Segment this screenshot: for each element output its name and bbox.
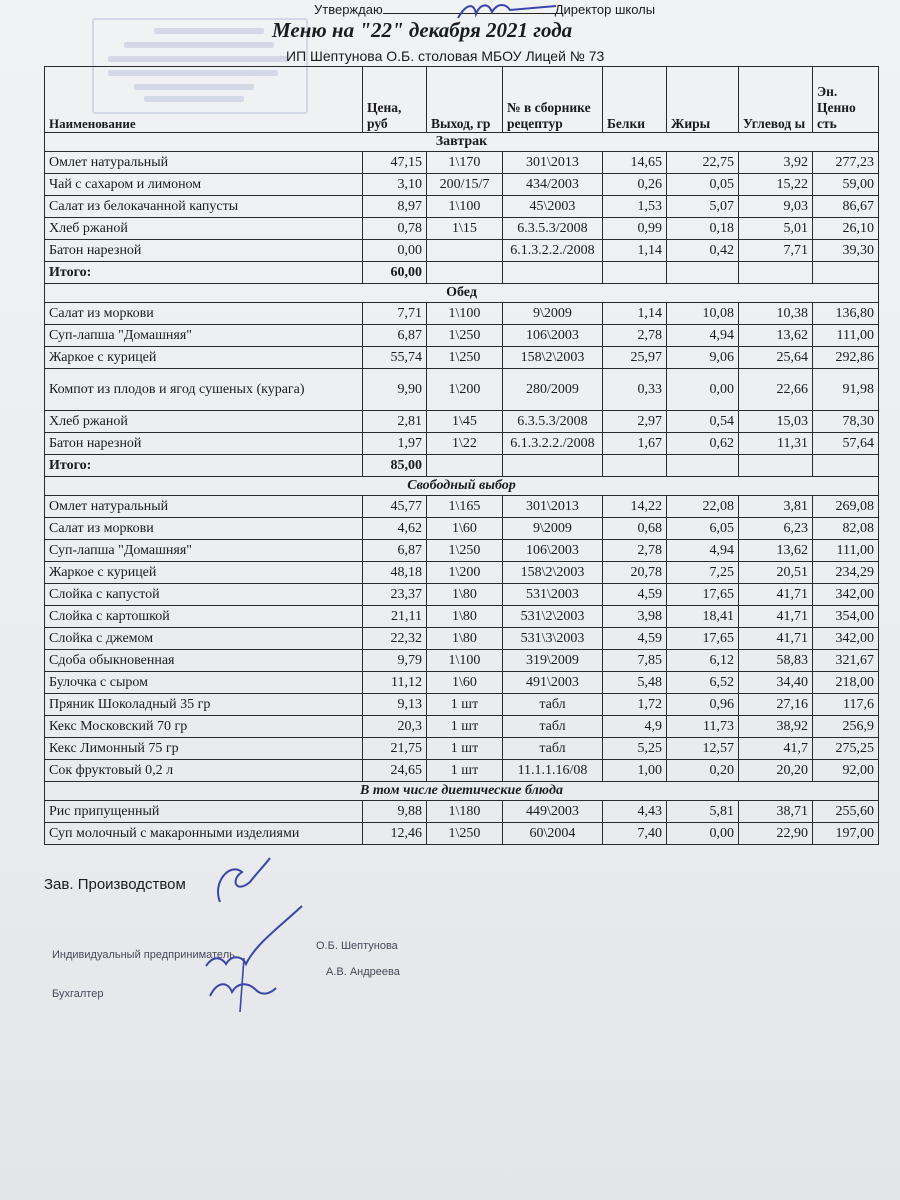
cell-name: Рис припущенный (45, 801, 363, 823)
cell-fat: 0,00 (667, 369, 739, 411)
cell-name: Батон нарезной (45, 433, 363, 455)
cell-energy: 57,64 (813, 433, 879, 455)
cell-carbs: 13,62 (739, 325, 813, 347)
cell-recipe: 9\2009 (503, 303, 603, 325)
cell-yield: 1\80 (427, 628, 503, 650)
cell-fat: 18,41 (667, 606, 739, 628)
cell-yield: 1\200 (427, 369, 503, 411)
section-header-row (45, 782, 879, 801)
section-title: В том числе диетические блюда (45, 782, 879, 801)
entrepreneur-label: Индивидуальный предприниматель (52, 949, 235, 961)
cell-recipe: табл (503, 716, 603, 738)
table-row (45, 716, 879, 738)
cell-name: Салат из моркови (45, 518, 363, 540)
cell-name: Сдоба обыкновенная (45, 650, 363, 672)
cell-recipe: 449\2003 (503, 801, 603, 823)
cell-price: 6,87 (363, 540, 427, 562)
cell-recipe: 531\3\2003 (503, 628, 603, 650)
cell-recipe: табл (503, 694, 603, 716)
cell-carbs: 20,20 (739, 760, 813, 782)
approval-line (314, 2, 655, 17)
cell-yield: 1\180 (427, 801, 503, 823)
cell-yield: 1\165 (427, 496, 503, 518)
total-label: Итого: (45, 455, 363, 477)
cell-carbs: 38,92 (739, 716, 813, 738)
cell-carbs: 58,83 (739, 650, 813, 672)
total-label: Итого: (45, 262, 363, 284)
cell-price: 45,77 (363, 496, 427, 518)
cell-price: 24,65 (363, 760, 427, 782)
cell-energy: 256,9 (813, 716, 879, 738)
cell-recipe: 434/2003 (503, 174, 603, 196)
cell-energy: 321,67 (813, 650, 879, 672)
cell-price: 21,75 (363, 738, 427, 760)
cell-protein: 0,68 (603, 518, 667, 540)
cell-price: 6,87 (363, 325, 427, 347)
cell-energy: 275,25 (813, 738, 879, 760)
cell-carbs: 11,31 (739, 433, 813, 455)
cell-name: Хлеб ржаной (45, 218, 363, 240)
cell-fat: 0,18 (667, 218, 739, 240)
production-head-label: Зав. Производством (44, 876, 186, 893)
cell-protein: 4,43 (603, 801, 667, 823)
cell-price: 9,79 (363, 650, 427, 672)
cell-protein: 25,97 (603, 347, 667, 369)
table-row (45, 174, 879, 196)
table-row (45, 823, 879, 845)
cell-recipe: 106\2003 (503, 325, 603, 347)
cell-name: Слойка с картошкой (45, 606, 363, 628)
cell-price: 8,97 (363, 196, 427, 218)
cell-price: 9,13 (363, 694, 427, 716)
cell-energy: 117,6 (813, 694, 879, 716)
cell-protein: 4,59 (603, 628, 667, 650)
cell-protein: 0,26 (603, 174, 667, 196)
col-header-yield: Выход, гр (427, 67, 503, 133)
cell-price: 47,15 (363, 152, 427, 174)
col-header-energy: Эн. Ценно сть (813, 67, 879, 133)
entrepreneur-name: О.Б. Шептунова (316, 940, 398, 952)
empty-cell (603, 262, 667, 284)
table-row (45, 411, 879, 433)
cell-fat: 17,65 (667, 584, 739, 606)
cell-fat: 22,75 (667, 152, 739, 174)
cell-yield: 1\250 (427, 823, 503, 845)
cell-carbs: 15,22 (739, 174, 813, 196)
table-row (45, 628, 879, 650)
cell-recipe: 9\2009 (503, 518, 603, 540)
cell-recipe: 6.3.5.3/2008 (503, 411, 603, 433)
cell-yield: 1\60 (427, 518, 503, 540)
cell-energy: 91,98 (813, 369, 879, 411)
cell-yield: 1\15 (427, 218, 503, 240)
cell-price: 55,74 (363, 347, 427, 369)
cell-fat: 9,06 (667, 347, 739, 369)
empty-cell (813, 262, 879, 284)
cell-price: 48,18 (363, 562, 427, 584)
cell-protein: 1,14 (603, 303, 667, 325)
cell-recipe: 106\2003 (503, 540, 603, 562)
cell-fat: 0,20 (667, 760, 739, 782)
cell-yield: 1\22 (427, 433, 503, 455)
table-row (45, 760, 879, 782)
cell-yield: 1\200 (427, 562, 503, 584)
col-header-carbs: Углевод ы (739, 67, 813, 133)
table-row (45, 369, 879, 411)
cell-price: 2,81 (363, 411, 427, 433)
col-header-price: Цена, руб (363, 67, 427, 133)
cell-name: Омлет натуральный (45, 496, 363, 518)
cell-carbs: 41,7 (739, 738, 813, 760)
menu-table (44, 66, 879, 845)
cell-recipe: 301\2013 (503, 496, 603, 518)
cell-name: Салат из моркови (45, 303, 363, 325)
cell-protein: 4,9 (603, 716, 667, 738)
cell-price: 20,3 (363, 716, 427, 738)
cell-energy: 218,00 (813, 672, 879, 694)
cell-recipe: 158\2\2003 (503, 347, 603, 369)
cell-energy: 26,10 (813, 218, 879, 240)
cell-energy: 277,23 (813, 152, 879, 174)
cell-yield: 1\250 (427, 540, 503, 562)
cell-protein: 5,48 (603, 672, 667, 694)
empty-cell (667, 455, 739, 477)
cell-energy: 82,08 (813, 518, 879, 540)
cell-fat: 12,57 (667, 738, 739, 760)
cell-name: Батон нарезной (45, 240, 363, 262)
section-header-row (45, 284, 879, 303)
cell-fat: 0,54 (667, 411, 739, 433)
table-row (45, 540, 879, 562)
cell-fat: 6,52 (667, 672, 739, 694)
total-row (45, 262, 879, 284)
cell-yield: 1\250 (427, 325, 503, 347)
cell-yield: 1\100 (427, 303, 503, 325)
cell-price: 21,11 (363, 606, 427, 628)
cell-yield: 1 шт (427, 694, 503, 716)
cell-protein: 14,65 (603, 152, 667, 174)
cell-protein: 1,67 (603, 433, 667, 455)
table-row (45, 347, 879, 369)
cell-recipe: 319\2009 (503, 650, 603, 672)
empty-cell (739, 455, 813, 477)
col-header-fat: Жиры (667, 67, 739, 133)
empty-cell (667, 262, 739, 284)
total-value: 60,00 (363, 262, 427, 284)
left-edge-fragment (0, 0, 14, 560)
cell-fat: 7,25 (667, 562, 739, 584)
table-row (45, 584, 879, 606)
table-row (45, 606, 879, 628)
col-header-protein: Белки (603, 67, 667, 133)
cell-recipe: 11.1.1.16/08 (503, 760, 603, 782)
cell-fat: 0,62 (667, 433, 739, 455)
cell-recipe: 280/2009 (503, 369, 603, 411)
cell-name: Кекс Московский 70 гр (45, 716, 363, 738)
cell-price: 22,32 (363, 628, 427, 650)
cell-fat: 6,12 (667, 650, 739, 672)
cell-energy: 78,30 (813, 411, 879, 433)
cell-fat: 4,94 (667, 540, 739, 562)
section-title: Свободный выбор (45, 477, 879, 496)
cell-protein: 1,00 (603, 760, 667, 782)
empty-cell (739, 262, 813, 284)
cell-recipe: 301\2013 (503, 152, 603, 174)
cell-carbs: 38,71 (739, 801, 813, 823)
cell-yield: 1 шт (427, 760, 503, 782)
cell-yield: 1 шт (427, 716, 503, 738)
table-row (45, 694, 879, 716)
cell-price: 9,88 (363, 801, 427, 823)
cell-energy: 234,29 (813, 562, 879, 584)
cell-protein: 1,14 (603, 240, 667, 262)
table-row (45, 433, 879, 455)
cell-energy: 197,00 (813, 823, 879, 845)
cell-name: Жаркое с курицей (45, 562, 363, 584)
cell-yield: 200/15/7 (427, 174, 503, 196)
cell-carbs: 3,92 (739, 152, 813, 174)
cell-protein: 2,97 (603, 411, 667, 433)
cell-name: Пряник Шоколадный 35 гр (45, 694, 363, 716)
cell-name: Сок фруктовый 0,2 л (45, 760, 363, 782)
cell-fat: 4,94 (667, 325, 739, 347)
section-header-row (45, 133, 879, 152)
cell-name: Хлеб ржаной (45, 411, 363, 433)
cell-energy: 255,60 (813, 801, 879, 823)
cell-fat: 0,96 (667, 694, 739, 716)
cell-carbs: 7,71 (739, 240, 813, 262)
cell-price: 11,12 (363, 672, 427, 694)
cell-name: Компот из плодов и ягод сушеных (курага) (45, 369, 363, 411)
table-row (45, 152, 879, 174)
cell-protein: 7,85 (603, 650, 667, 672)
page-subtitle: ИП Шептунова О.Б. столовая МБОУ Лицей № 73 (286, 48, 605, 64)
cell-recipe: 531\2003 (503, 584, 603, 606)
table-row (45, 218, 879, 240)
cell-carbs: 10,38 (739, 303, 813, 325)
cell-name: Чай с сахаром и лимоном (45, 174, 363, 196)
cell-carbs: 13,62 (739, 540, 813, 562)
table-row (45, 196, 879, 218)
empty-cell (427, 262, 503, 284)
cell-name: Омлет натуральный (45, 152, 363, 174)
cell-yield: 1\100 (427, 650, 503, 672)
cell-energy: 111,00 (813, 540, 879, 562)
cell-yield (427, 240, 503, 262)
table-row (45, 672, 879, 694)
section-title: Завтрак (45, 133, 879, 152)
cell-recipe: 60\2004 (503, 823, 603, 845)
cell-name: Кекс Лимонный 75 гр (45, 738, 363, 760)
cell-recipe: 531\2\2003 (503, 606, 603, 628)
cell-protein: 14,22 (603, 496, 667, 518)
empty-cell (503, 455, 603, 477)
cell-carbs: 15,03 (739, 411, 813, 433)
table-row (45, 325, 879, 347)
cell-name: Жаркое с курицей (45, 347, 363, 369)
cell-carbs: 25,64 (739, 347, 813, 369)
cell-fat: 5,07 (667, 196, 739, 218)
cell-fat: 5,81 (667, 801, 739, 823)
cell-protein: 2,78 (603, 325, 667, 347)
cell-price: 4,62 (363, 518, 427, 540)
cell-protein: 1,53 (603, 196, 667, 218)
approve-label: Утверждаю (314, 2, 383, 17)
cell-energy: 39,30 (813, 240, 879, 262)
cell-fat: 6,05 (667, 518, 739, 540)
cell-energy: 59,00 (813, 174, 879, 196)
cell-energy: 92,00 (813, 760, 879, 782)
cell-carbs: 5,01 (739, 218, 813, 240)
empty-cell (603, 455, 667, 477)
section-title: Обед (45, 284, 879, 303)
cell-energy: 342,00 (813, 584, 879, 606)
cell-protein: 2,78 (603, 540, 667, 562)
cell-protein: 0,99 (603, 218, 667, 240)
cell-carbs: 22,66 (739, 369, 813, 411)
menu-table-body (45, 133, 879, 845)
cell-yield: 1\80 (427, 606, 503, 628)
cell-price: 0,78 (363, 218, 427, 240)
cell-yield: 1\170 (427, 152, 503, 174)
cell-carbs: 41,71 (739, 584, 813, 606)
cell-energy: 86,67 (813, 196, 879, 218)
cell-name: Булочка с сыром (45, 672, 363, 694)
cell-energy: 342,00 (813, 628, 879, 650)
cell-protein: 1,72 (603, 694, 667, 716)
table-row (45, 303, 879, 325)
cell-carbs: 27,16 (739, 694, 813, 716)
section-header-row (45, 477, 879, 496)
cell-energy: 269,08 (813, 496, 879, 518)
cell-protein: 4,59 (603, 584, 667, 606)
cell-energy: 136,80 (813, 303, 879, 325)
cell-price: 0,00 (363, 240, 427, 262)
table-row (45, 240, 879, 262)
table-row (45, 738, 879, 760)
cell-name: Суп-лапша "Домашняя" (45, 540, 363, 562)
cell-carbs: 34,40 (739, 672, 813, 694)
cell-energy: 292,86 (813, 347, 879, 369)
cell-yield: 1 шт (427, 738, 503, 760)
cell-recipe: 491\2003 (503, 672, 603, 694)
cell-fat: 0,05 (667, 174, 739, 196)
director-label: Директор школы (554, 2, 656, 17)
cell-recipe: 6.3.5.3/2008 (503, 218, 603, 240)
cell-name: Суп молочный с макаронными изделиями (45, 823, 363, 845)
cell-price: 1,97 (363, 433, 427, 455)
cell-energy: 354,00 (813, 606, 879, 628)
cell-carbs: 41,71 (739, 606, 813, 628)
empty-cell (427, 455, 503, 477)
cell-carbs: 22,90 (739, 823, 813, 845)
cell-recipe: 6.1.3.2.2./2008 (503, 240, 603, 262)
accountant-label: Бухгалтер (52, 988, 104, 1000)
page-title: Меню на "22" декабря 2021 года (272, 18, 573, 42)
cell-yield: 1\100 (427, 196, 503, 218)
empty-cell (813, 455, 879, 477)
cell-price: 23,37 (363, 584, 427, 606)
cell-recipe: 158\2\2003 (503, 562, 603, 584)
cell-name: Суп-лапша "Домашняя" (45, 325, 363, 347)
cell-fat: 17,65 (667, 628, 739, 650)
cell-yield: 1\250 (427, 347, 503, 369)
cell-fat: 22,08 (667, 496, 739, 518)
cell-recipe: 45\2003 (503, 196, 603, 218)
accountant-name: А.В. Андреева (326, 966, 400, 978)
total-row (45, 455, 879, 477)
table-row (45, 801, 879, 823)
cell-recipe: табл (503, 738, 603, 760)
cell-protein: 7,40 (603, 823, 667, 845)
col-header-name: Наименование (45, 67, 363, 133)
cell-name: Слойка с джемом (45, 628, 363, 650)
cell-price: 12,46 (363, 823, 427, 845)
cell-carbs: 20,51 (739, 562, 813, 584)
cell-protein: 0,33 (603, 369, 667, 411)
cell-price: 3,10 (363, 174, 427, 196)
cell-yield: 1\45 (427, 411, 503, 433)
cell-carbs: 6,23 (739, 518, 813, 540)
cell-yield: 1\80 (427, 584, 503, 606)
cell-yield: 1\60 (427, 672, 503, 694)
cell-protein: 5,25 (603, 738, 667, 760)
empty-cell (503, 262, 603, 284)
cell-protein: 20,78 (603, 562, 667, 584)
table-row (45, 562, 879, 584)
cell-price: 7,71 (363, 303, 427, 325)
cell-carbs: 41,71 (739, 628, 813, 650)
cell-name: Салат из белокачанной капусты (45, 196, 363, 218)
total-value: 85,00 (363, 455, 427, 477)
col-header-recipe: № в сборнике рецептур (503, 67, 603, 133)
cell-energy: 111,00 (813, 325, 879, 347)
table-row (45, 650, 879, 672)
cell-carbs: 3,81 (739, 496, 813, 518)
cell-price: 9,90 (363, 369, 427, 411)
cell-fat: 0,42 (667, 240, 739, 262)
cell-fat: 0,00 (667, 823, 739, 845)
table-row (45, 496, 879, 518)
production-head-signature (190, 852, 280, 912)
cell-name: Слойка с капустой (45, 584, 363, 606)
table-row (45, 518, 879, 540)
cell-fat: 11,73 (667, 716, 739, 738)
approve-blank (383, 3, 555, 14)
cell-fat: 10,08 (667, 303, 739, 325)
cell-carbs: 9,03 (739, 196, 813, 218)
cell-protein: 3,98 (603, 606, 667, 628)
cell-recipe: 6.1.3.2.2./2008 (503, 433, 603, 455)
